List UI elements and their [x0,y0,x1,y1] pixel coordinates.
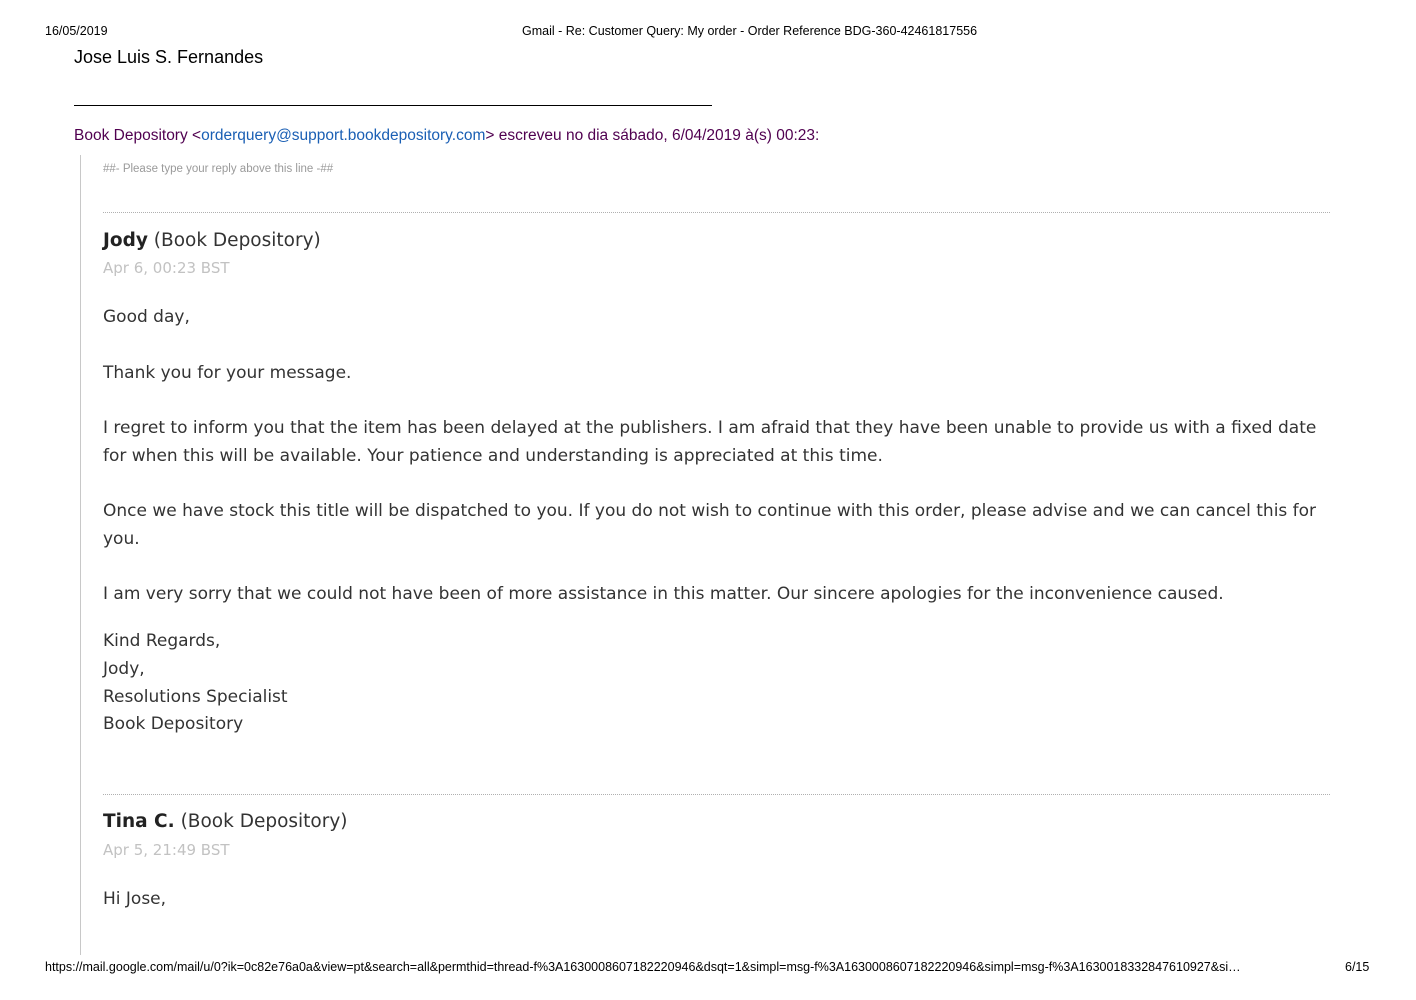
sender-name: Jose Luis S. Fernandes [74,47,264,67]
message-date: Apr 5, 21:49 BST [103,841,230,859]
page-url: https://mail.google.com/mail/u/0?ik=0c82e76a0a&view=pt&search=all&permthid=thread-f%3A1630008607182220946&dsqt=1&simpl=msg-f%3A1630008607182220946&simpl=msg-f%3A1630018332847610927&si… [45,960,1241,974]
author-name: Jody [103,230,148,251]
signature-rule [74,105,712,106]
message-author [103,811,348,832]
signature-line: Jody, [103,659,145,679]
message-divider [103,212,1330,213]
signature-line: Resolutions Specialist [103,687,288,707]
message-author [103,230,321,251]
reply-above-line: ##- Please type your reply above this line -## [103,163,334,175]
print-title: Gmail - Re: Customer Query: My order - Order Reference BDG-360-42461817556 [522,24,978,38]
quote-header [74,127,819,145]
message-paragraph: Thank you for your message. [103,363,352,383]
message-greeting: Good day, [103,307,190,327]
signature-line: Book Depository [103,714,244,734]
signature-line: Kind Regards, [103,631,221,651]
quote-wrote: escreveu no dia sábado, 6/04/2019 à(s) 00:23: [498,127,820,144]
author-org: (Book Depository) [153,230,321,251]
author-name: Tina C. [103,811,175,832]
quote-sender: Book Depository [74,127,188,144]
message-date: Apr 6, 00:23 BST [103,259,230,277]
message-divider [103,794,1330,795]
author-org: (Book Depository) [180,811,348,832]
message-greeting: Hi Jose, [103,889,167,909]
quote-email-link[interactable]: orderquery@support.bookdepository.com [201,127,486,144]
message-paragraph: Once we have stock this title will be dispatched to you. If you do not wish to continue with this order, please advise and we can cancel this for you. [103,501,1317,549]
quote-close-bracket: > [485,127,495,144]
message-paragraph: I regret to inform you that the item has been delayed at the publishers. I am afraid that they have been unable to provide us with a fixed date for when this will be available. Your patience and understanding is appreciated at this time. [103,418,1317,466]
page-number: 6/15 [1345,960,1370,974]
quote-bar [80,155,81,955]
quote-open-bracket: < [192,127,202,144]
print-date: 16/05/2019 [45,24,108,38]
message-paragraph: I am very sorry that we could not have been of more assistance in this matter. Our sincere apologies for the inconvenience caused. [103,584,1224,604]
